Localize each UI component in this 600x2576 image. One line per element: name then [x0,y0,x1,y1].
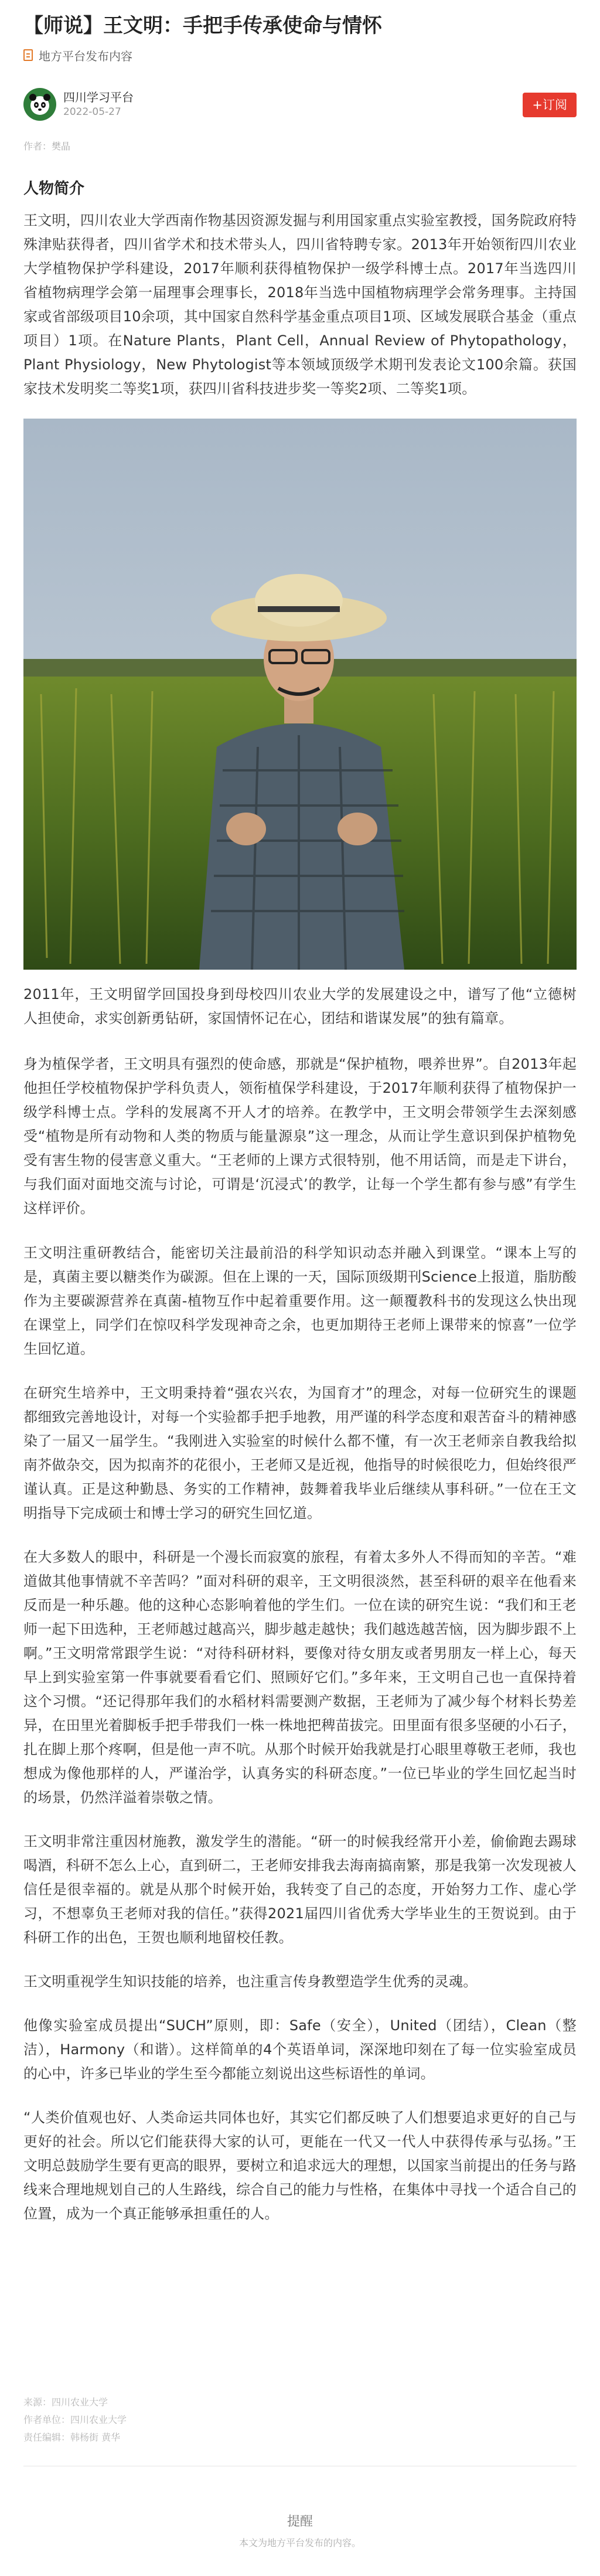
article-paragraph: 他像实验室成员提出“SUCH”原则，即：Safe（安全），United（团结），Clean（整洁），Harmony（和谐）。这样简单的4个英语单词，深深地印刻在了每一位实验室成员的心中，许多已毕业的学生至今都能立刻说出这些标语性的单词。 [23,2017,577,2082]
author-name[interactable]: 四川学习平台 [63,90,134,104]
avatar[interactable] [23,88,56,121]
article-paragraph: 2011年，王文明留学回国投身到母校四川农业大学的发展建设之中，谱写了他“立德树人担使命，求实创新勇钻研，家国情怀记在心，团结和谐谋发展”的独有篇章。 [23,986,577,1027]
article-paragraph: 在研究生培养中，王文明秉持着“强农兴农，为国育才”的理念，对每一位研究生的课题都细致完善地设计，对每一个实验都手把手地教，用严谨的科学态度和艰苦奋斗的精神感染了一届又一届学生。“我刚进入实验室的时候什么都不懂，有一次王老师亲自教我给拟南芥做杂交，因为拟南芥的花很小，王老师又是近视，他指导的时候很吃力，但始终很严谨认真。正是这种勤恳、务实的工作精神，鼓舞着我毕业后继续从事科研。”一位在王文明指导下完成硕士和博士学习的研究生回忆道。 [23,1385,577,1521]
notice-text: 本文为地方平台发布的内容。 [238,2537,361,2548]
article-paragraph: 身为植保学者，王文明具有强烈的使命感，那就是“保护植物，喂养世界”。自2013年起他担任学校植物保护学科负责人，领衔植保学科建设，于2017年顺利获得了植物保护一级学科博士点。学科的发展离不开人才的培养。在教学中，王文明会带领学生去深刻感受“植物是所有动物和人类的物质与能量源泉”这一理念，从而让学生意识到保护植物免受有害生物的侵害意义重大。“王老师的上课方式很特别，他不用话筒，而是走下讲台，与我们面对面地交流与讨论，可谓是‘沉浸式’的教学，让每一个学生都有参与感”有学生这样评价。 [23,1056,577,1216]
notice [0,2513,600,2551]
subscribe-button[interactable]: +订阅 [523,93,577,117]
footer-meta [23,2394,127,2446]
section-heading: 人物简介 [23,180,85,198]
article-paragraph: 王文明注重研教结合，能密切关注最前沿的科学知识动态并融入到课堂。“课本上写的是，真菌主要以糖类作为碳源。但在上课的一天，国际顶级期刊Science上报道，脂肪酸作为主要碳源营养在真菌-植物互作中起着重要作用。这一颠覆教科书的发现这么快出现在课堂上，同学们在惊叹科学发现神奇之余，也更加期待王老师上课带来的惊喜”一位学生回忆道。 [23,1245,577,1357]
unit-line: 作者单位：四川农业大学 [23,2414,127,2425]
source-line: 来源：四川农业大学 [23,2397,108,2408]
article-paragraph: 在大多数人的眼中，科研是一个漫长而寂寞的旅程，有着太多外人不得而知的辛苦。“难道做其他事情就不辛苦吗？”面对科研的艰辛，王文明很淡然，甚至科研的艰辛在他看来反而是一种乐趣。他的这种心态影响着他的学生们。一位在读的研究生说：“我们和王老师一起下田选种，王老师越过越高兴，脚步越走越快；我们越选越苦恼，因为脚步跟不上啊。”王文明常常跟学生说：“对待科研材料，要像对待女朋友或者男朋友一样上心，每天早上到实验室第一件事就要看看它们、照顾好它们。”多年来，王文明自己也一直保持着这个习惯。“还记得那年我们的水稻材料需要测产数据，王老师为了减少每个材料长势差异，在田里光着脚板手把手带我们一株一株地把稗苗拔完。田里面有很多坚硬的小石子，扎在脚上那个疼啊，但是他一声不吭。从那个时候开始我就是打心眼里尊敬王老师，我也想成为像他那样的人，严谨治学，认真务实的科研态度。”一位已毕业的学生回忆起当时的场景，仍然洋溢着崇敬之情。 [23,1549,577,1806]
article-paragraph: 王文明非常注重因材施教，激发学生的潜能。“研一的时候我经常开小差，偷偷跑去踢球喝酒，科研不怎么上心，直到研二，王老师安排我去海南搞南繁，那是我第一次发现被人信任是很幸福的。就是从那个时候开始，我转变了自己的态度，开始努力工作、虚心学习，不想辜负王老师对我的信任。”获得2021届四川省优秀大学毕业生的王贺说到。由于科研工作的出色，王贺也顺利地留校任教。 [23,1833,577,1946]
article-paragraph: 王文明重视学生知识技能的培养，也注重言传身教塑造学生优秀的灵魂。 [23,1973,478,1990]
publish-date: 2022-05-27 [63,106,121,118]
notice-title: 提醒 [287,2514,313,2529]
intro-paragraph: 王文明，四川农业大学西南作物基因资源发掘与利用国家重点实验室教授，国务院政府特殊津贴获得者，四川省学术和技术带头人，四川省特聘专家。2013年开始领衔四川农业大学植物保护学科建设，2017年顺利获得植物保护一级学科博士点。2017年当选四川省植物病理学会第一届理事会理事长，2018年当选中国植物病理学会常务理事。主持国家或省部级项目10余项，其中国家自然科学基金重点项目1项、区域发展联合基金（重点项目）1项。在Nature Plants，Plant Cell，Annual Review of Phytopathology，Plant Physiology，New Phytologist等本领域顶级学术期刊发表论文100余篇。获国家技术发明奖二等奖1项，获四川省科技进步奖一等奖2项、二等奖1项。 [23,212,577,397]
author-meta [63,90,134,119]
article-paragraph: “人类价值观也好、人类命运共同体也好，其实它们都反映了人们想要追求更好的自己与更好的社会。所以它们能获得大家的认可，更能在一代又一代人中获得传承与弘扬。”王文明总鼓励学生要有更高的眼界，要树立和追求远大的理想，以国家当前提出的任务与路线来合理地规划自己的人生路线，综合自己的能力与性格，在集体中寻找一个适合自己的位置，成为一个真正能够承担重任的人。 [23,2109,577,2222]
platform-label: 地方平台发布内容 [39,49,132,63]
platform-label-row [23,47,577,63]
document-icon [23,49,33,61]
editor-line: 责任编辑：韩杨街 黄华 [23,2432,121,2443]
author-byline: 作者：樊晶 [23,141,71,152]
author-row [23,87,577,122]
portrait-photo [23,419,577,970]
article-title: 【师说】王文明：手把手传承使命与情怀 [23,14,382,38]
panda-avatar-icon [26,90,54,118]
